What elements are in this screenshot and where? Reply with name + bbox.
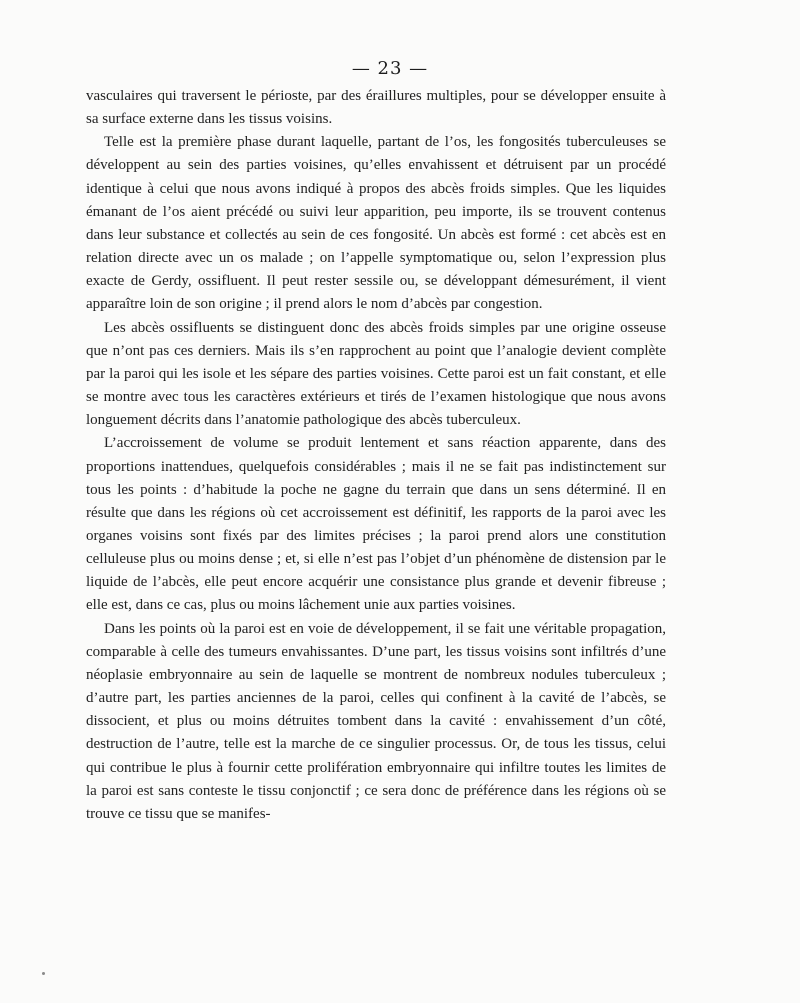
- body-text: [86, 85, 666, 826]
- paragraph-volume-growth: L’accroissement de volume se produit lentement et sans réaction apparente, dans des proportions inattendues, quelquefois considérables ; mais il ne se fait pas indistinctement sur tous les points : d’habitude la poche ne gagne du terrain que dans un sens déterminé. Il en résulte que dans les régions où cet accroissement est définitif, les rapports de la paroi avec les organes voisins sont fixés par des limites précises ; la paroi prend alors une constitution celluleuse plus ou moins dense ; et, si elle n’est pas l’objet d’un phénomène de distension par le liquide de l’abcès, elle peut encore acquérir une consistance plus grande et devenir fibreuse ; elle est, dans ce cas, plus ou moins lâchement unie aux parties voisines.: [86, 435, 666, 614]
- paragraph-wall-development: Dans les points où la paroi est en voie de développement, il se fait une véritable propagation, comparable à celle des tumeurs envahissantes. D’une part, les tissus voisins sont infiltrés d’une néoplasie embryonnaire au sein de laquelle se montrent de nombreux nodules tuberculeux ; d’autre part, les parties anciennes de la paroi, celles qui confinent à la cavité de l’abcès, se dissocient, et plus ou moins détruites tombent dans la cavité : envahissement d’un côté, destruction de l’autre, telle est la marche de ce singulier processus. Or, de tous les tissus, celui qui contribue le plus à fournir cette prolifération embryonnaire qui infiltre toutes les limites de la paroi est sans conteste le tissu conjonctif ; ce sera donc de préférence dans les régions où se trouve ce tissu que se manifes-: [86, 620, 666, 822]
- scan-speck: [42, 972, 45, 975]
- page-number: — 23 —: [351, 58, 429, 79]
- paragraph-continuation: vasculaires qui traversent le périoste, par des éraillures multiples, pour se développer ensuite à sa surface externe dans les tissus voisins.: [86, 88, 666, 128]
- paragraph-first-phase: Telle est la première phase durant laquelle, partant de l’os, les fongosités tuberculeuses se développent au sein des parties voisines, qu’elles envahissent et détruisent par un procédé identique à celui que nous avons indiqué à propos des abcès froids simples. Que les liquides émanant de l’os aient précédé ou suivi leur apparition, peu importe, ils se trouvent contenus dans leur substance et collectés au sein de ces fongosité. Un abcès est formé : cet abcès est en relation directe avec un os malade ; on l’appelle symptomatique ou, selon l’expression plus exacte de Gerdy, ossifluent. Il peut rester sessile ou, se développant démesurément, il vient apparaître loin de son origine ; il prend alors le nom d’abcès par congestion.: [86, 134, 666, 313]
- paragraph-ossifluent-abscesses: Les abcès ossifluents se distinguent donc des abcès froids simples par une origine osseuse que n’ont pas ces derniers. Mais ils s’en rapprochent au point que l’analogie devient complète par la paroi qui les isole et les sépare des parties voisines. Cette paroi est un fait constant, et elle se montre avec tous les caractères extérieurs et tirés de l’examen histologique que nous avons longuement décrits dans l’anatomie pathologique des abcès tuberculeux.: [86, 319, 666, 429]
